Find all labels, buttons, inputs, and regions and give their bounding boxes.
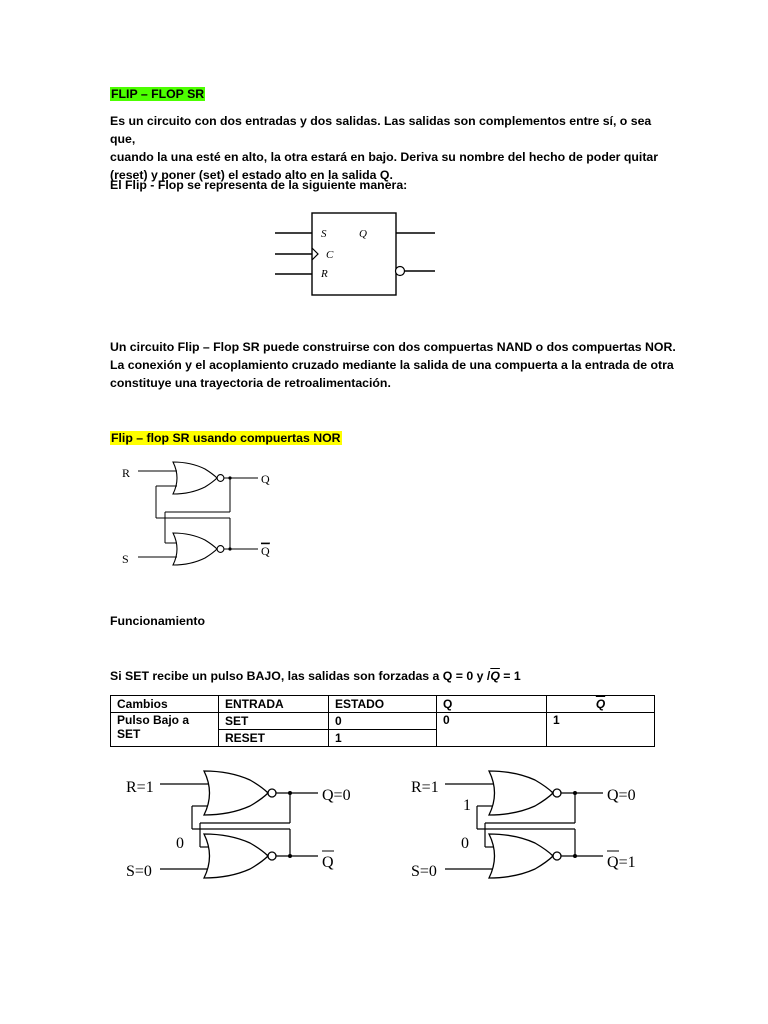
- right-r-label: R=1: [411, 779, 439, 796]
- cell-entrada: RESET: [219, 730, 329, 747]
- heading-flip-flop-sr: FLIP – FLOP SR: [111, 87, 205, 101]
- flip-flop-symbol: [270, 208, 440, 300]
- intro-line: cuando la una esté en alto, la otra estará en bajo. Deriva su nombre del hecho de poder quitar: [110, 150, 659, 164]
- intro-line: Es un circuito con dos entradas y dos salidas. Las salidas son complementos entre sí, o sea que,: [110, 114, 652, 146]
- cell-estado: 1: [329, 730, 437, 747]
- left-qbar-label: Q: [322, 854, 334, 871]
- header-estado: ESTADO: [329, 696, 437, 713]
- right-mid-label: 0: [461, 835, 469, 852]
- left-mid-label: 0: [176, 835, 184, 852]
- right-q-label: Q=0: [607, 787, 636, 804]
- nor-s-label: S: [122, 552, 129, 566]
- nor-r-label: R: [122, 466, 131, 480]
- cell-q: 0: [437, 713, 547, 747]
- set-sentence: [110, 667, 521, 685]
- header-cambios: Cambios: [111, 696, 219, 713]
- table-header-row: [111, 696, 655, 713]
- nor-qbar-label: Q: [261, 544, 270, 558]
- cell-qbar: 1: [547, 713, 655, 747]
- construct-line: La conexión y el acoplamiento cruzado mediante la salida de una compuerta a la entrada de otra: [110, 358, 674, 372]
- right-qbar-value: =1: [618, 854, 636, 871]
- example-diagram-left: [120, 762, 370, 892]
- symbol-q-label: Q: [359, 228, 367, 240]
- example-diagram-right: [405, 762, 655, 892]
- symbol-c-label: C: [326, 249, 334, 261]
- set-sentence-qbar: $\overline{Q}$: [490, 669, 500, 683]
- intro-line: (reset) y poner (set) el estado alto en la salida Q.: [110, 168, 393, 182]
- right-qbar-label: [607, 854, 636, 871]
- cell-estado: 0: [329, 713, 437, 730]
- funcionamiento-heading: Funcionamiento: [110, 614, 205, 628]
- heading-nor-flip-flop: Flip – flop SR usando compuertas NOR: [111, 431, 341, 445]
- table-row: [111, 713, 655, 730]
- left-s-label: S=0: [126, 863, 152, 880]
- construct-line: constituye una trayectoria de retroalimentación.: [110, 376, 391, 390]
- representation-text: El Flip - Flop se representa de la siguiente manera:: [110, 178, 408, 192]
- construct-line: Un circuito Flip – Flop SR puede construirse con dos compuertas NAND o dos compuertas NOR.: [110, 340, 676, 354]
- cell-entrada: SET: [219, 713, 329, 730]
- header-entrada: ENTRADA: [219, 696, 329, 713]
- header-qbar: $\overline{Q}$: [547, 696, 655, 713]
- symbol-s-label: S: [321, 228, 327, 240]
- intro-paragraph: [110, 112, 670, 184]
- nor-flip-flop-diagram: [118, 455, 288, 575]
- nor-q-label: Q: [261, 472, 270, 486]
- cell-cambio: Pulso Bajo a SET: [111, 713, 219, 747]
- header-q: Q: [437, 696, 547, 713]
- construct-paragraph: [110, 338, 680, 392]
- right-qbar-letter: Q: [607, 854, 619, 871]
- symbol-r-label: R: [321, 268, 328, 280]
- left-q-label: Q=0: [322, 787, 351, 804]
- right-one-label: 1: [463, 797, 471, 814]
- set-sentence-prefix: Si SET recibe un pulso BAJO, las salidas son forzadas a Q = 0 y /: [110, 669, 491, 683]
- state-table: [110, 695, 655, 747]
- left-r-label: R=1: [126, 779, 154, 796]
- right-s-label: S=0: [411, 863, 437, 880]
- set-sentence-suffix: = 1: [499, 669, 521, 683]
